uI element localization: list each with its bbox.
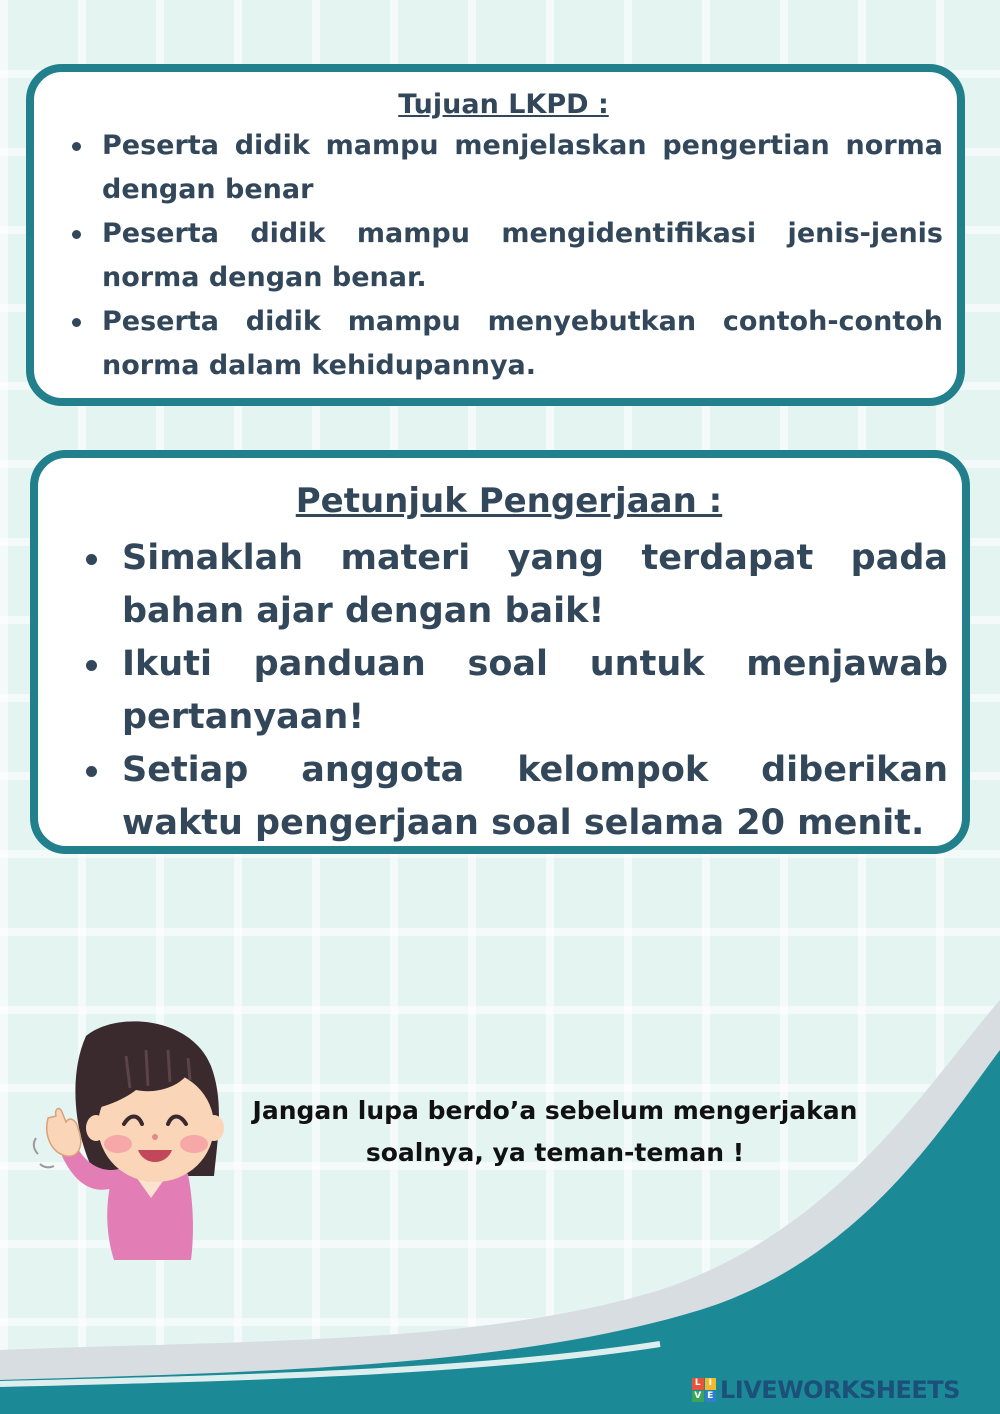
instructions-list <box>70 532 948 850</box>
logo-letter: L <box>692 1378 704 1390</box>
objective-item: Peserta didik mampu mengidentifikasi jenis-jenis norma dengan benar. <box>64 212 943 300</box>
logo-letter: I <box>705 1378 717 1390</box>
objective-item: Peserta didik mampu menjelaskan pengertian norma dengan benar <box>64 124 943 212</box>
objective-item: Peserta didik mampu menyebutkan contoh-contoh norma dalam kehidupannya. <box>64 300 943 388</box>
waving-girl-illustration <box>26 1016 236 1260</box>
prayer-reminder <box>212 1090 898 1174</box>
liveworksheets-wordmark: LIVEWORKSHEETS <box>720 1376 960 1404</box>
instructions-card <box>30 450 970 854</box>
logo-letter: V <box>692 1391 704 1403</box>
objectives-list <box>64 124 943 388</box>
objectives-title: Tujuan LKPD : <box>398 89 609 120</box>
liveworksheets-icon <box>692 1378 716 1402</box>
prayer-reminder-line-1: Jangan lupa berdo’a sebelum mengerjakan <box>252 1096 858 1125</box>
instruction-item: Ikuti panduan soal untuk menjawab pertanyaan! <box>70 638 948 744</box>
instruction-item: Simaklah materi yang terdapat pada bahan ajar dengan baik! <box>70 532 948 638</box>
logo-letter: E <box>705 1391 717 1403</box>
instruction-item: Setiap anggota kelompok diberikan waktu pengerjaan soal selama 20 menit. <box>70 744 948 850</box>
instructions-title: Petunjuk Pengerjaan : <box>295 481 723 521</box>
prayer-reminder-line-2: soalnya, ya teman-teman ! <box>365 1138 745 1167</box>
liveworksheets-logo <box>692 1372 960 1408</box>
objectives-card <box>26 64 965 406</box>
